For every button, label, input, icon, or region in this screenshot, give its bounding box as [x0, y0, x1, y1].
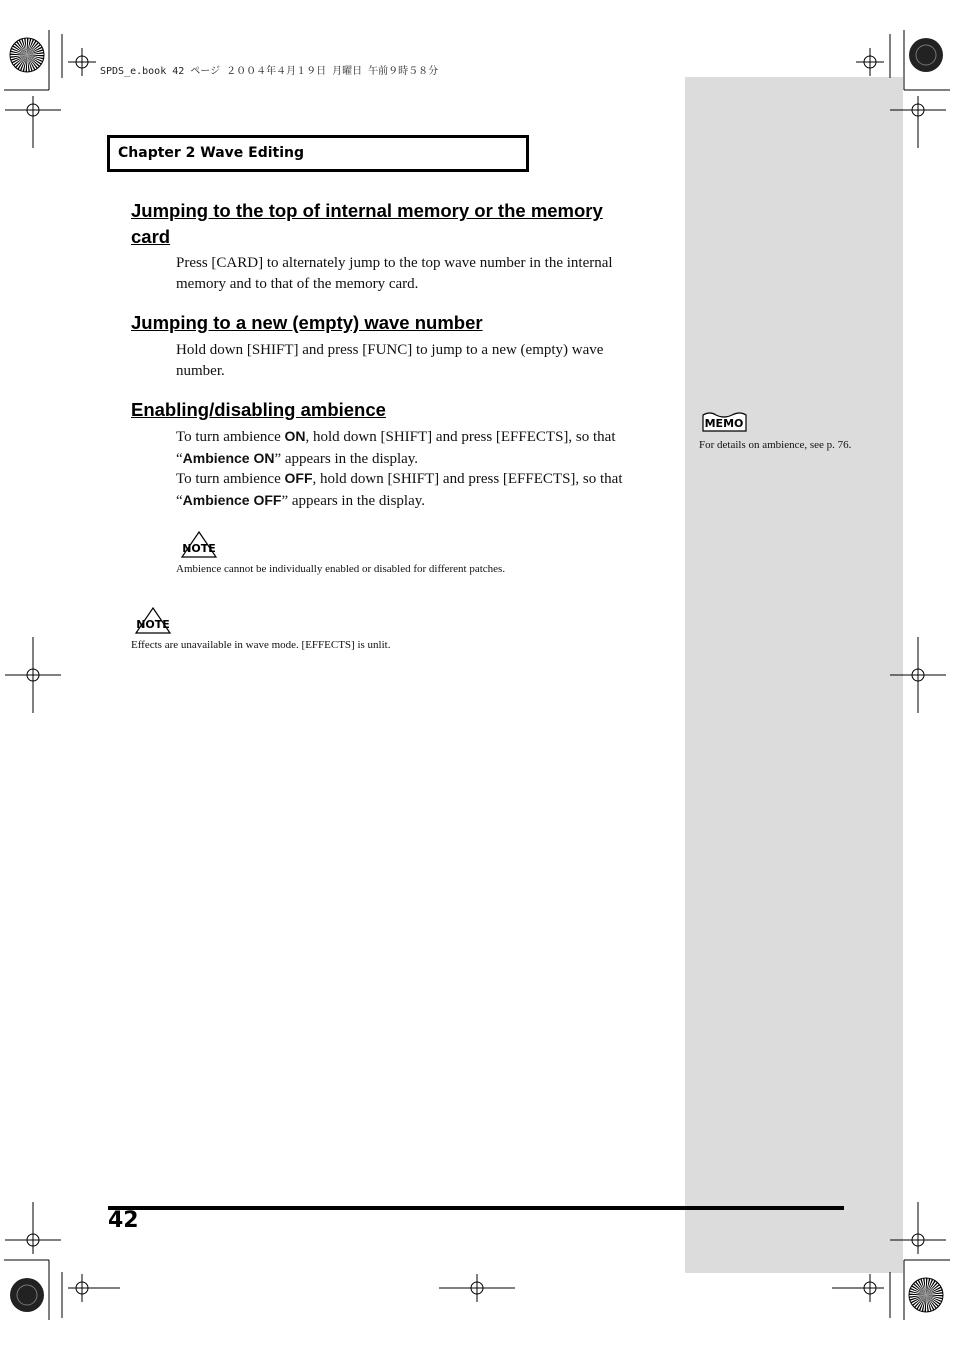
- bold-term: ON: [284, 428, 306, 444]
- bold-term: Ambience ON: [182, 450, 275, 466]
- chapter-header-box: [107, 135, 529, 172]
- section-title-ambience: Enabling/disabling ambience: [131, 399, 386, 420]
- text-run: ” appears in the display.: [281, 493, 426, 509]
- section-title-line: Jumping to the top of internal memory or the memory: [131, 200, 603, 221]
- bold-term: Ambience OFF: [182, 492, 282, 508]
- page-number: 42: [108, 1208, 139, 1233]
- note-text: Ambience cannot be individually enabled or disabled for different patches.: [176, 563, 506, 575]
- section-body: Press [CARD] to alternately jump to the top wave number in the internal memory and to that of the memory card.: [176, 255, 613, 292]
- memo-icon-label: MEMO: [704, 417, 744, 430]
- footer-rule: [108, 1206, 844, 1210]
- note-icon-label: NOTE: [182, 542, 216, 555]
- section-title-line: card: [131, 226, 171, 247]
- section-title-jump-top: [131, 198, 651, 250]
- bold-term: OFF: [284, 470, 313, 486]
- text-run: To turn ambience: [176, 429, 285, 445]
- memo-icon: [700, 411, 748, 433]
- section-body-ambience-off: [176, 468, 651, 512]
- chapter-title: Chapter 2 Wave Editing: [118, 145, 305, 161]
- text-run: To turn ambience: [176, 471, 285, 487]
- text-run: , hold down [SHIFT] and press [EFFECTS], so that “: [176, 429, 616, 467]
- note-icon: [133, 607, 173, 635]
- section-title-new-wave: Jumping to a new (empty) wave number: [131, 312, 483, 333]
- memo-text: For details on ambience, see p. 76.: [699, 439, 852, 451]
- text-run: , hold down [SHIFT] and press [EFFECTS], so that “: [176, 471, 623, 509]
- section-body: Hold down [SHIFT] and press [FUNC] to jump to a new (empty) wave number.: [176, 342, 604, 379]
- note-icon: [179, 531, 219, 559]
- section-body-ambience-on: [176, 426, 651, 470]
- note-icon-label: NOTE: [136, 618, 170, 631]
- note-text: Effects are unavailable in wave mode. [EFFECTS] is unlit.: [131, 639, 391, 651]
- text-run: ” appears in the display.: [274, 451, 419, 467]
- file-header: SPDS_e.book 42 ページ ２００４年４月１９日 月曜日 午前９時５８分: [100, 66, 439, 77]
